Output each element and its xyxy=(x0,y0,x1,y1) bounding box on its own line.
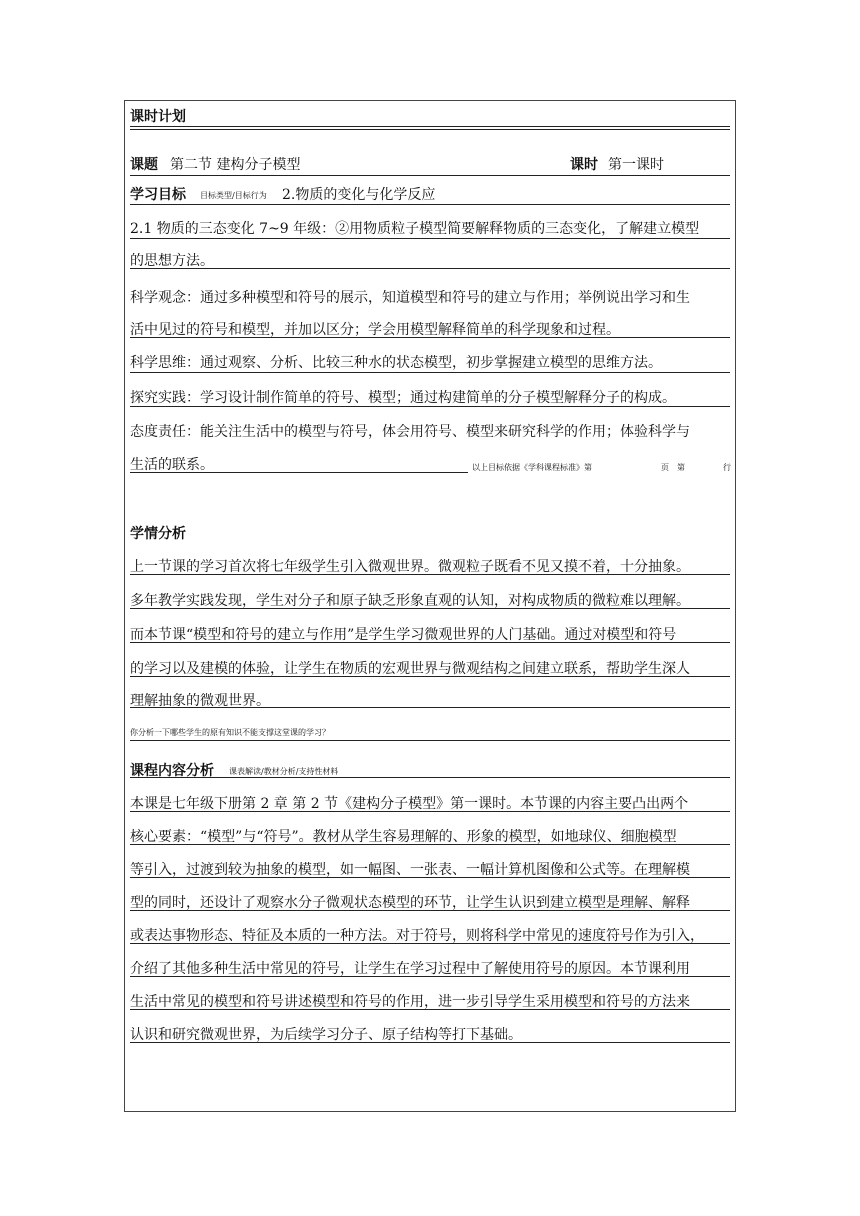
line-rule xyxy=(130,574,730,575)
objective-line: 态度责任：能关注生活中的模型与符号，体会用符号、模型来研究科学的作用；体验科学与 xyxy=(130,424,690,440)
content-line: 生活中常见的模型和符号讲述模型和符号的作用，进一步引导学生采用模型和符号的方法来 xyxy=(130,994,690,1010)
objective-line: 科学思维：通过观察、分析、比较三种水的状态模型，初步掌握建立模型的思维方法。 xyxy=(130,355,662,371)
content-line: 或表达事物形态、特征及本质的一种方法。对于符号，则将科学中常见的速度符号作为引入， xyxy=(130,928,704,944)
title-rule-2 xyxy=(130,129,730,130)
plan-title: 课时计划 xyxy=(130,109,186,125)
objective-line: 科学观念：通过多种模型和符号的展示，知道模型和符号的建立与作用；举例说出学习和生 xyxy=(130,290,690,306)
learner-line: 多年教学实践发现，学生对分子和原子缺乏形象直观的认知，对构成物质的微粒难以理解。 xyxy=(130,593,690,609)
line-rule xyxy=(130,707,730,708)
line-rule xyxy=(130,844,730,845)
title-rule xyxy=(130,126,730,127)
line-rule xyxy=(130,976,730,977)
content-line: 本课是七年级下册第 2 章 第 2 节《建构分子模型》第一课时。本节课的内容主要凸出两个 xyxy=(130,796,689,812)
content-line: 介绍了其他多种生活中常见的符号，让学生在学习过程中了解使用符号的原因。本节课利用 xyxy=(130,961,690,977)
line-rule xyxy=(130,1042,730,1043)
source-note-row-prefix: 第 xyxy=(677,463,685,472)
content-line: 等引入，过渡到较为抽象的模型，如一幅图、一张表、一幅计算机图像和公式等。在理解模 xyxy=(130,862,690,878)
objectives-type-hint: 目标类型/目标行为 xyxy=(200,191,267,200)
line-rule xyxy=(130,372,730,373)
period-value: 第一课时 xyxy=(608,157,664,173)
line-rule xyxy=(130,472,468,473)
objectives-label: 学习目标 xyxy=(130,187,186,203)
content-analysis-label: 课程内容分析 xyxy=(130,763,214,779)
source-note-prefix: 以上目标依据《学科课程标准》第 xyxy=(472,463,592,472)
topic-value: 第二节 建构分子模型 xyxy=(170,157,301,173)
line-rule xyxy=(130,740,730,741)
learner-line: 理解抽象的微观世界。 xyxy=(130,693,270,709)
learner-question: 你分析一下哪些学生的原有知识不能支撑这堂课的学习？ xyxy=(130,728,330,737)
learner-line: 而本节课“模型和符号的建立与作用”是学生学习微观世界的人门基础。通过对模型和符号 xyxy=(130,627,677,643)
content-line: 核心要素：“模型”与“符号”。教材从学生容易理解的、形象的模型，如地球仪、细胞模型 xyxy=(130,829,677,845)
line-rule xyxy=(130,676,730,677)
topic-label: 课题 xyxy=(130,157,158,173)
objective-line: 2.1 物质的三态变化 7~9 年级：②用物质粒子模型简要解释物质的三态变化，了解建立模型 xyxy=(130,221,700,237)
source-note-row: 行 xyxy=(723,463,731,472)
line-rule xyxy=(130,268,730,269)
objective-line: 生活的联系。 xyxy=(130,457,214,473)
content-analysis-hint: 课表解读/教材分析/支持性材料 xyxy=(229,767,339,776)
learner-analysis-label: 学情分析 xyxy=(130,526,186,542)
source-note-page: 页 xyxy=(661,463,669,472)
period-label: 课时 xyxy=(570,157,598,173)
line-rule xyxy=(130,238,730,239)
line-rule xyxy=(130,608,730,609)
line-rule xyxy=(130,642,730,643)
line-rule xyxy=(130,777,730,778)
line-rule xyxy=(130,1009,730,1010)
objective-line: 探究实践：学习设计制作简单的符号、模型；通过构建简单的分子模型解释分子的构成。 xyxy=(130,390,676,406)
line-rule xyxy=(130,337,730,338)
content-line: 认识和研究微观世界，为后续学习分子、原子结构等打下基础。 xyxy=(130,1027,522,1043)
content-line: 型的同时，还设计了观察水分子微观状态模型的环节，让学生认识到建立模型是理解、解释 xyxy=(130,895,690,911)
objective-line: 活中见过的符号和模型，并加以区分；学会用模型解释简单的科学现象和过程。 xyxy=(130,322,620,338)
objectives-rule xyxy=(130,204,730,205)
line-rule xyxy=(130,943,730,944)
line-rule xyxy=(130,811,730,812)
objective-line: 的思想方法。 xyxy=(130,253,214,269)
learner-line: 上一节课的学习首次将七年级学生引入微观世界。微观粒子既看不见又摸不着，十分抽象。 xyxy=(130,559,690,575)
learner-line: 的学习以及建模的体验，让学生在物质的宏观世界与微观结构之间建立联系，帮助学生深人 xyxy=(130,661,690,677)
line-rule xyxy=(130,910,730,911)
line-rule xyxy=(130,406,730,407)
line-rule xyxy=(130,877,730,878)
topic-rule xyxy=(130,175,730,176)
objectives-category: 2.物质的变化与化学反应 xyxy=(282,187,436,203)
